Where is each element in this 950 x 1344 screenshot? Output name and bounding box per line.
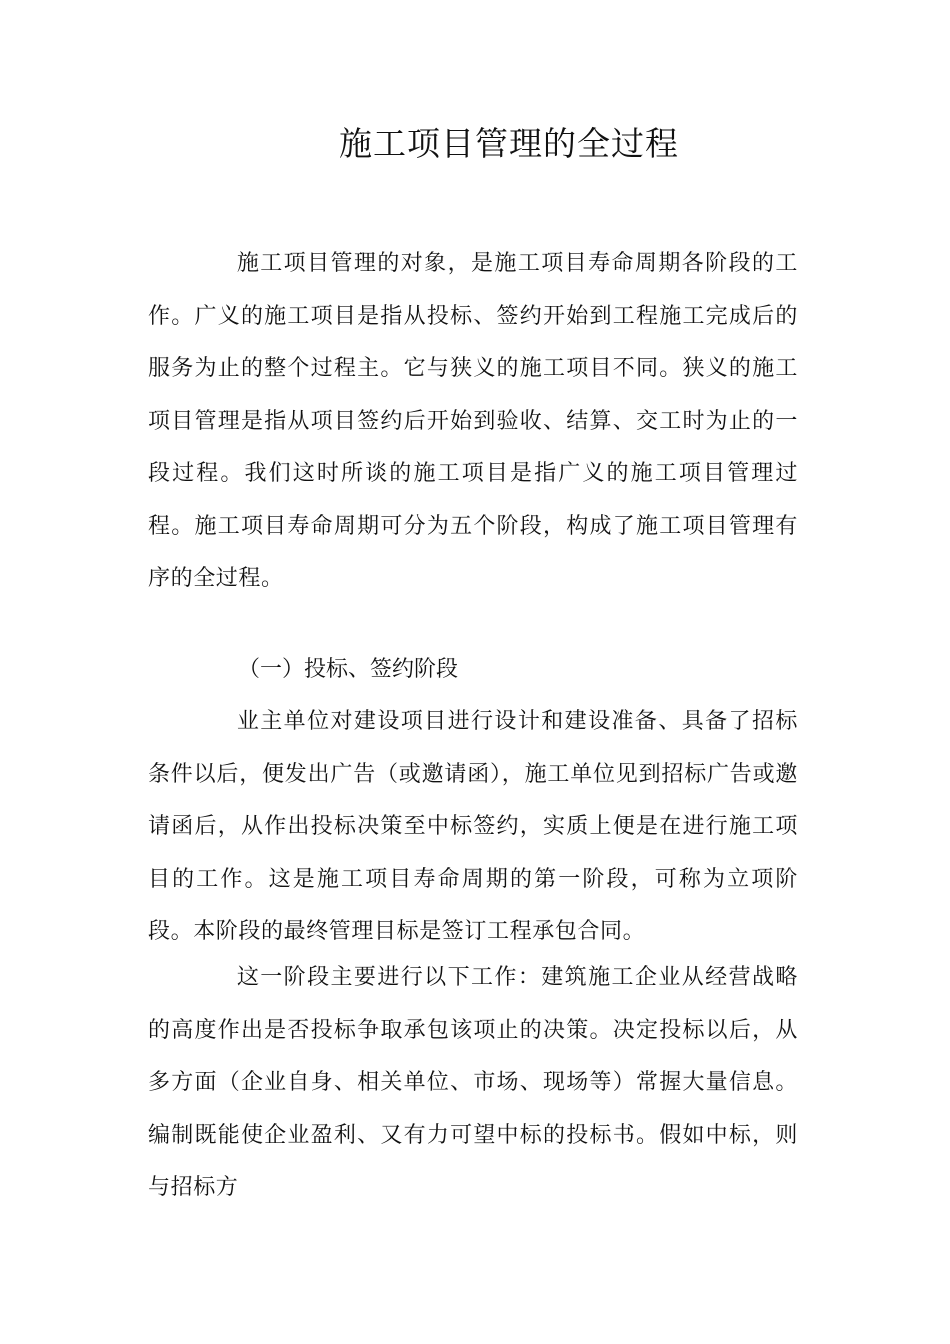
intro-text: 施工项目管理的对象，是施工项目寿命周期各阶段的工作。广义的施工项目是指从投标、签约开始到工程施工完成后的服务为止的整个过程主。它与狭义的施工项目不同。狭义的施工项目管理是指从项目签约后开始到验收、结算、交工时为止的一段过程。我们这时所谈的施工项目是指广义的施工项目管理过程。施工项目寿命周期可分为五个阶段，构成了施工项目管理有序的全过程。 bbox=[148, 251, 798, 591]
section-heading: （一）投标、签约阶段 bbox=[238, 657, 459, 682]
section-paragraph-1 bbox=[148, 696, 798, 959]
intro-paragraph bbox=[148, 238, 798, 606]
section-paragraph-2-text: 这一阶段主要进行以下工作：建筑施工企业从经营战略的高度作出是否投标争取承包该项止的决策。决定投标以后，从多方面（企业自身、相关单位、市场、现场等）常握大量信息。编制既能使企业盈利、又有力可望中标的投标书。假如中标，则与招标方 bbox=[148, 965, 798, 1200]
section-paragraph-2 bbox=[148, 952, 798, 1215]
document-title: 施工项目管理的全过程 bbox=[339, 124, 679, 163]
document-title-wrapper bbox=[0, 118, 950, 170]
section-paragraph-1-text: 业主单位对建设项目进行设计和建设准备、具备了招标条件以后，便发出广告（或邀请函），施工单位见到招标广告或邀请函后，从作出投标决策至中标签约，实质上便是在进行施工项目的工作。这是施工项目寿命周期的第一阶段，可称为立项阶段。本阶段的最终管理目标是签订工程承包合同。 bbox=[148, 709, 798, 944]
